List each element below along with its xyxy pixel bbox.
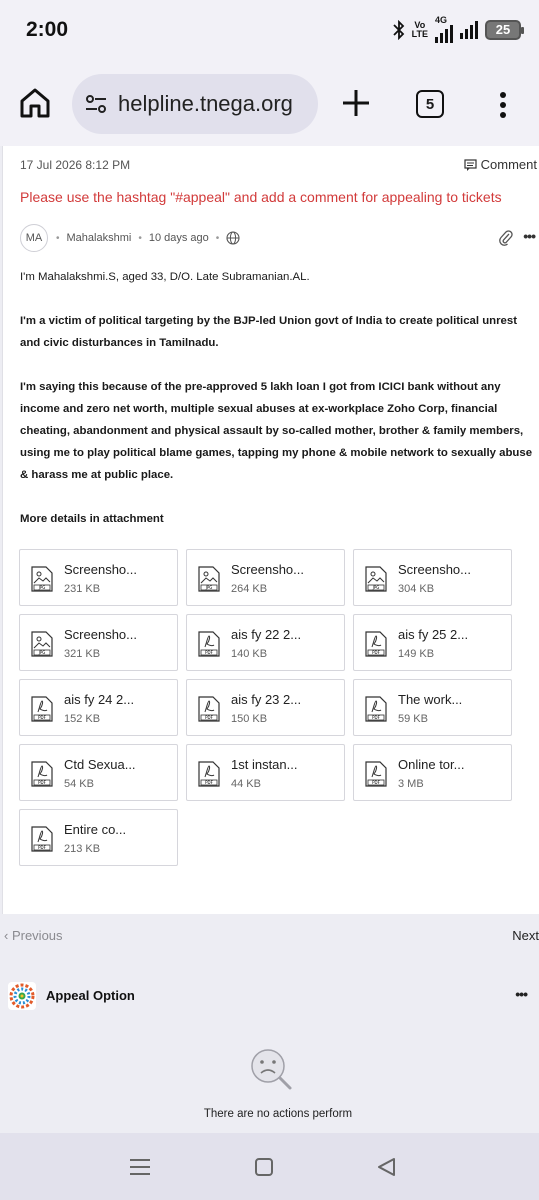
attachment-size: 3 MB <box>398 778 424 790</box>
browser-toolbar <box>0 62 539 146</box>
tune-icon[interactable] <box>84 92 108 116</box>
signal-bars-icon <box>460 21 478 39</box>
comment-label: Comment <box>480 157 537 172</box>
home-icon[interactable] <box>18 86 52 120</box>
attachment-name: The work... <box>398 692 463 707</box>
ticket-card <box>2 146 539 914</box>
attachment-item[interactable] <box>186 679 345 736</box>
system-nav-bar <box>0 1133 539 1200</box>
attachment-size: 231 KB <box>64 583 101 595</box>
attachment-size: 44 KB <box>231 778 261 790</box>
empty-actions-message: There are no actions perform <box>203 1108 353 1120</box>
attachment-item[interactable] <box>19 614 178 671</box>
attachment-name: Screensho... <box>64 562 137 577</box>
attachment-name: Screensho... <box>64 627 137 642</box>
pdf-file-icon <box>365 696 387 722</box>
svg-text:PDF: PDF <box>372 780 380 785</box>
volte-indicator: Vo LTE <box>411 19 428 39</box>
more-options-icon[interactable]: ••• <box>515 986 527 1002</box>
status-bar <box>0 0 539 62</box>
attachment-size: 321 KB <box>64 648 101 660</box>
svg-text:PDF: PDF <box>205 780 213 785</box>
tab-switcher-button[interactable]: 5 <box>416 90 444 118</box>
plus-icon[interactable] <box>340 87 372 119</box>
comment-icon <box>464 159 477 171</box>
pdf-file-icon <box>31 761 53 787</box>
recent-apps-icon[interactable] <box>130 1158 150 1176</box>
paperclip-icon[interactable] <box>499 229 513 247</box>
pdf-file-icon <box>365 631 387 657</box>
jpg-file-icon <box>198 566 220 592</box>
jpg-file-icon <box>365 566 387 592</box>
avatar: MA <box>20 224 48 252</box>
chevron-left-icon: ‹ <box>4 928 12 943</box>
pdf-file-icon <box>198 631 220 657</box>
ticket-date: 17 Jul 2026 8:12 PM <box>20 158 131 172</box>
jpg-file-icon <box>31 631 53 657</box>
attachment-name: ais fy 25 2... <box>398 627 469 642</box>
attachment-item[interactable] <box>186 614 345 671</box>
pdf-file-icon <box>31 696 53 722</box>
pdf-file-icon <box>365 761 387 787</box>
attachment-item[interactable] <box>186 744 345 801</box>
body-paragraph: More details in attachment <box>20 513 164 525</box>
svg-text:PDF: PDF <box>38 715 46 720</box>
status-icons <box>393 16 521 43</box>
author-name: Mahalakshmi <box>66 232 132 244</box>
attachment-name: ais fy 23 2... <box>231 692 302 707</box>
jpg-file-icon <box>31 566 53 592</box>
pdf-file-icon <box>31 826 53 852</box>
attachment-size: 54 KB <box>64 778 94 790</box>
attachment-name: ais fy 22 2... <box>231 627 302 642</box>
attachment-name: Screensho... <box>398 562 471 577</box>
kebab-menu-icon[interactable] <box>498 91 508 119</box>
org-logo-icon <box>8 982 36 1010</box>
svg-text:JPG: JPG <box>38 650 46 655</box>
svg-text:PDF: PDF <box>372 715 380 720</box>
nav-back-icon[interactable] <box>376 1157 396 1177</box>
appeal-header <box>0 980 539 1014</box>
svg-text:PDF: PDF <box>205 715 213 720</box>
attachment-size: 150 KB <box>231 713 268 725</box>
attachment-item[interactable] <box>186 549 345 606</box>
svg-text:JPG: JPG <box>372 585 380 590</box>
time-ago: 10 days ago <box>148 232 209 244</box>
pdf-file-icon <box>198 761 220 787</box>
body-paragraph: I'm saying this because of the pre-approved 5 lakh loan I got from ICICI bank without any income and zero net worth, multiple sexual abuses at ex-workplace Zoho Corp, financial cheating, abandonment and physical assault by so-called mother, brother & family members, using me to play political blame games, tapping my phone & mobile network to sexually abuse & harass me at public place. <box>20 381 533 481</box>
attachment-item[interactable] <box>353 679 512 736</box>
attachment-item[interactable] <box>19 744 178 801</box>
pdf-file-icon <box>198 696 220 722</box>
attachment-name: ais fy 24 2... <box>64 692 135 707</box>
ticket-body <box>20 266 539 552</box>
signal-bars-icon <box>435 25 453 43</box>
svg-text:PDF: PDF <box>38 780 46 785</box>
signal-4g: 4G <box>435 16 453 43</box>
attachment-size: 149 KB <box>398 648 435 660</box>
sad-face-search-icon <box>248 1046 298 1096</box>
attachment-item[interactable] <box>353 744 512 801</box>
attachment-name: 1st instan... <box>231 757 298 772</box>
attachment-size: 213 KB <box>64 843 101 855</box>
attachment-size: 264 KB <box>231 583 268 595</box>
svg-text:PDF: PDF <box>372 650 380 655</box>
body-paragraph: I'm a victim of political targeting by the BJP-led Union govt of India to create political unrest and civic disturbances in Tamilnadu. <box>20 315 518 349</box>
attachment-size: 304 KB <box>398 583 435 595</box>
attachment-item[interactable] <box>353 549 512 606</box>
attachment-name: Screensho... <box>231 562 304 577</box>
url-text[interactable]: helpline.tnega.org <box>118 91 293 116</box>
attachment-item[interactable] <box>353 614 512 671</box>
attachment-name: Ctd Sexua... <box>64 757 136 772</box>
nav-home-icon[interactable] <box>255 1158 273 1176</box>
svg-text:JPG: JPG <box>38 585 46 590</box>
more-options-icon[interactable]: ••• <box>523 228 535 244</box>
author-row <box>20 224 535 252</box>
comment-button[interactable] <box>464 157 537 172</box>
url-bar[interactable] <box>72 74 318 134</box>
svg-text:PDF: PDF <box>38 845 46 850</box>
attachment-item[interactable] <box>19 679 178 736</box>
globe-icon <box>226 231 240 245</box>
attachment-item[interactable] <box>19 809 178 866</box>
attachment-item[interactable] <box>19 549 178 606</box>
status-time: 2:00 <box>26 18 69 41</box>
appeal-notice: Please use the hashtag "#appeal" and add a comment for appealing to tickets <box>20 189 502 205</box>
attachment-name: Online tor... <box>398 757 465 772</box>
appeal-title: Appeal Option <box>46 988 135 1003</box>
author-meta: • Mahalakshmi • 10 days ago • <box>56 231 240 245</box>
svg-text:PDF: PDF <box>205 650 213 655</box>
attachment-size: 152 KB <box>64 713 101 725</box>
svg-text:JPG: JPG <box>205 585 213 590</box>
next-button[interactable]: Next <box>512 928 539 943</box>
battery-icon: 25 <box>485 20 521 40</box>
attachment-size: 59 KB <box>398 713 428 725</box>
attachment-size: 140 KB <box>231 648 268 660</box>
previous-button[interactable]: ‹ Previous <box>4 928 63 943</box>
body-paragraph: I'm Mahalakshmi.S, aged 33, D/O. Late Subramanian.AL. <box>20 271 310 283</box>
bluetooth-icon <box>393 20 405 40</box>
attachment-name: Entire co... <box>64 822 127 837</box>
